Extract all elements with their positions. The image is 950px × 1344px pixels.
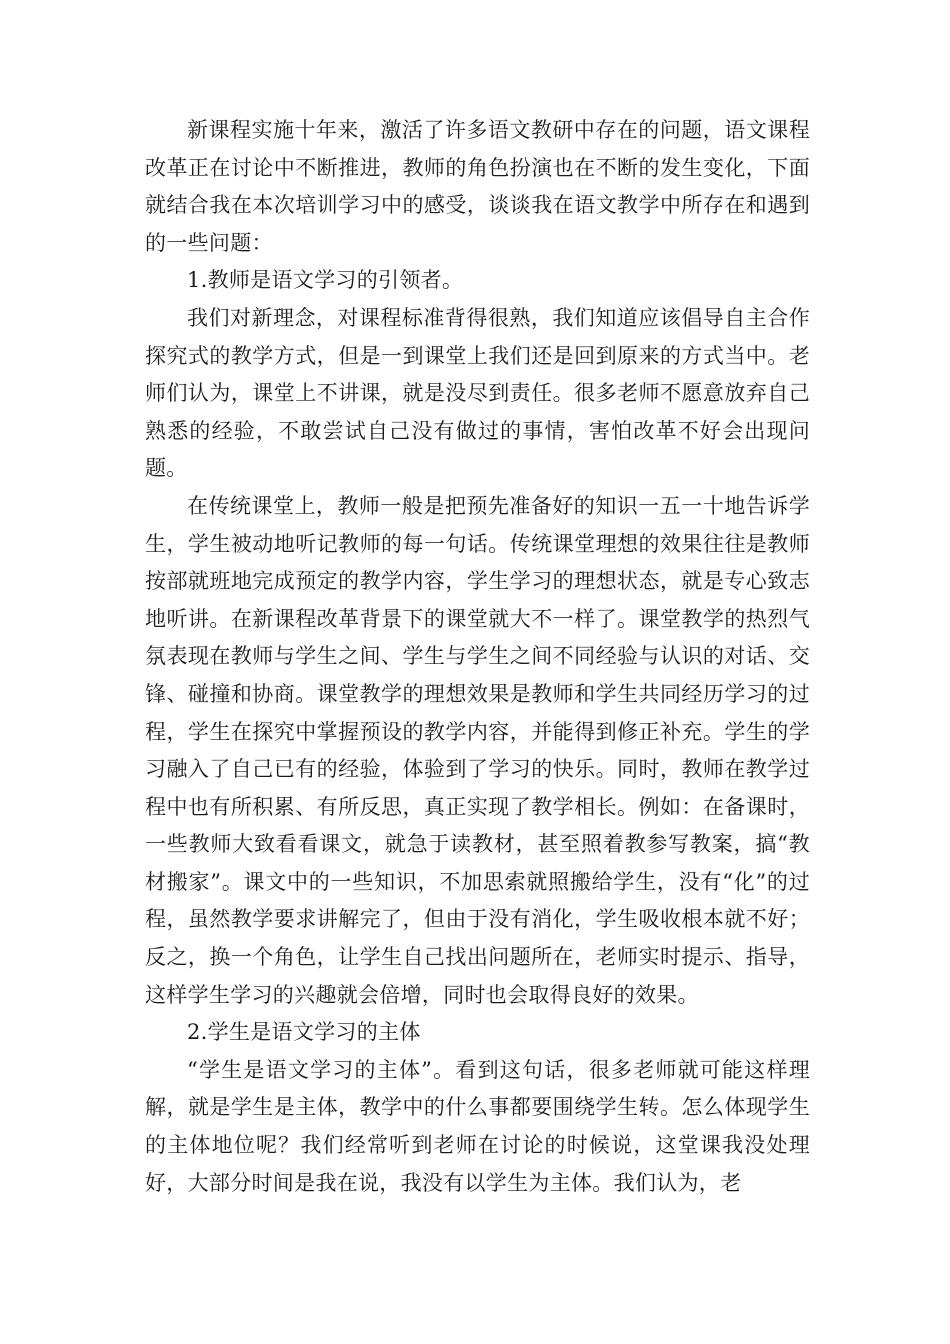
paragraph-new-concepts: 我们对新理念，对课程标准背得很熟，我们知道应该倡导自主合作探究式的教学方式，但是一到课堂上我们还是回到原来的方式当中。老师们认为，课堂上不讲课，就是没尽到责任。很多老师不愿意放弃自己熟悉的经验，不敢尝试自己没有做过的事情，害怕改革不好会出现问题。 [145, 305, 810, 481]
paragraph-intro: 新课程实施十年来，激活了许多语文教研中存在的问题，语文课程改革正在讨论中不断推进，教师的角色扮演也在不断的发生变化，下面就结合我在本次培训学习中的感受，谈谈我在语文教学中所存在和遇到的一些问题： [145, 118, 810, 255]
paragraph-student-subject: “学生是语文学习的主体”。看到这句话，很多老师就可能这样理解，就是学生是主体，教学中的什么事都要围绕学生转。怎么体现学生的主体地位呢？我们经常听到老师在讨论的时候说，这堂课我没处理好，大部分时间是我在说，我没有以学生为主体。我们认为，老 [145, 1057, 810, 1195]
paragraph-traditional-classroom: 在传统课堂上，教师一般是把预先准备好的知识一五一十地告诉学生，学生被动地听记教师的每一句话。传统课堂理想的效果往往是教师按部就班地完成预定的教学内容，学生学习的理想状态，就是专心致志地听讲。在新课程改革背景下的课堂就大不一样了。课堂教学的热烈气氛表现在教师与学生之间、学生与学生之间不同经验与认识的对话、交锋、碰撞和协商。课堂教学的理想效果是教师和学生共同经历学习的过程，学生在探究中掌握预设的教学内容，并能得到修正补充。学生的学习融入了自己已有的经验，体验到了学习的快乐。同时，教师在教学过程中也有所积累、有所反思，真正实现了教学相长。例如：在备课时，一些教师大致看看课文，就急于读教材，甚至照着教参写教案，搞“教材搬家”。课文中的一些知识，不加思索就照搬给学生，没有“化”的过程，虽然教学要求讲解完了，但由于没有消化，学生吸收根本就不好；反之，换一个角色，让学生自己找出问题所在，老师实时提示、指导，这样学生学习的兴趣就会倍增，同时也会取得良好的效果。 [145, 493, 810, 1007]
heading-teacher-leader: 1.教师是语文学习的引领者。 [187, 268, 464, 293]
heading-student-subject: 2.学生是语文学习的主体 [187, 1020, 421, 1045]
document-body [145, 112, 810, 1202]
